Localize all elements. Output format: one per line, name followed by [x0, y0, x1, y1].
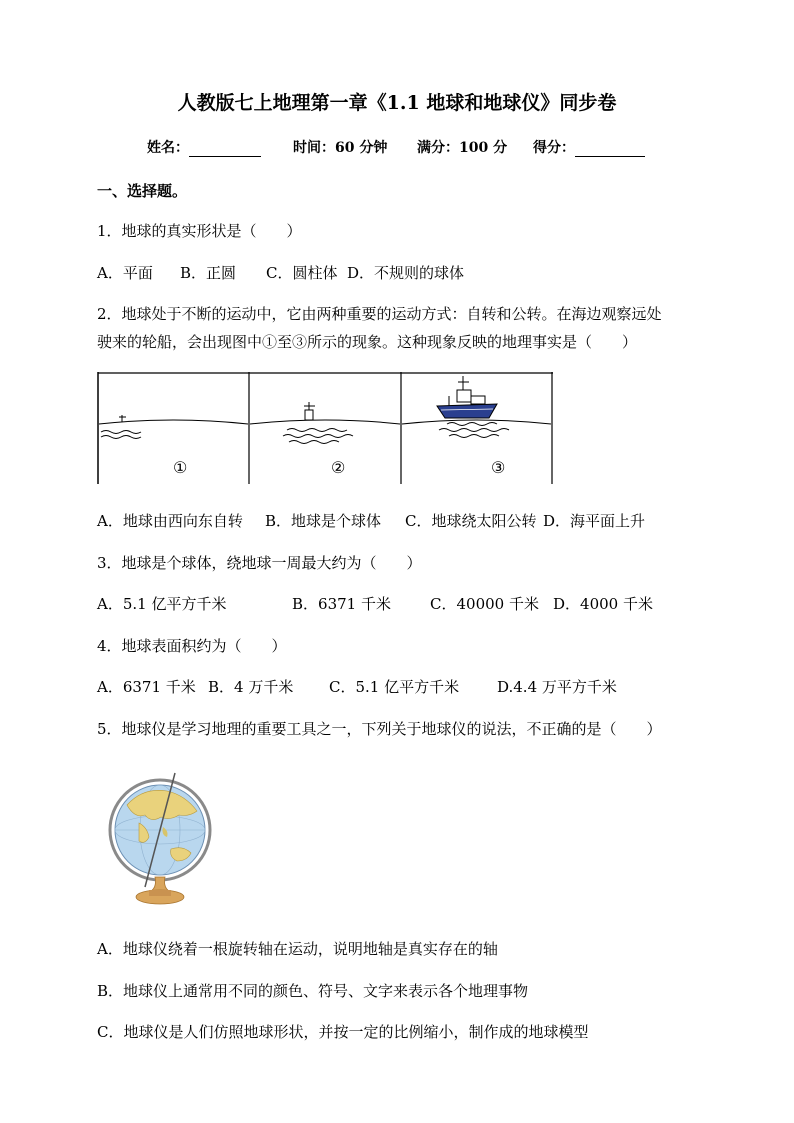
q4-stem: 4．地球表面积约为（ ） — [97, 637, 287, 655]
q1-option-b: B．正圆 — [180, 264, 237, 282]
ship-superstructure-icon — [304, 402, 315, 420]
panel-1 — [99, 415, 248, 439]
globe-image — [105, 765, 215, 910]
q5-option-c: C．地球仪是人们仿照地球形状，并按一定的比例缩小，制作成的地球模型 — [97, 1023, 589, 1041]
q2-option-a: A．地球由西向东自转 — [97, 512, 243, 530]
q1-stem: 1．地球的真实形状是（ ） — [97, 222, 302, 240]
section-title: 一、选择题。 — [97, 182, 188, 200]
page-title: 人教版七上地理第一章《1.1 地球和地球仪》同步卷 — [177, 92, 617, 114]
q2-option-d: D．海平面上升 — [543, 512, 646, 530]
ship-mast-icon — [119, 415, 126, 422]
q4-option-a: A．6371 千米 — [97, 678, 196, 696]
ship-icon — [437, 376, 497, 418]
q1-option-c: C．圆柱体 — [266, 264, 338, 282]
q5-option-b: B．地球仪上通常用不同的颜色、符号、文字来表示各个地理事物 — [97, 982, 529, 1000]
q3-option-c: C．40000 千米 — [430, 595, 539, 613]
panel-3 — [402, 376, 551, 438]
q4-option-c: C．5.1 亿平方千米 — [329, 678, 460, 696]
q1-option-a: A．平面 — [97, 264, 153, 282]
get-field — [533, 137, 645, 157]
q4-option-d: D.4.4 万平方千米 — [497, 678, 617, 696]
q3-stem: 3．地球是个球体，绕地球一周最大约为（ ） — [97, 554, 422, 572]
q2-option-c: C．地球绕太阳公转 — [405, 512, 537, 530]
q3-option-a: A．5.1 亿平方千米 — [97, 595, 227, 613]
name-blank[interactable] — [189, 142, 261, 157]
q2-stem-line1: 2．地球处于不断的运动中，它由两种重要的运动方式：自转和公转。在海边观察远处 — [97, 305, 662, 323]
name-label: 姓名： — [147, 140, 189, 156]
ship-horizon-figure — [97, 372, 553, 484]
q2-option-b: B．地球是个球体 — [265, 512, 382, 530]
q3-option-b: B．6371 千米 — [292, 595, 391, 613]
q2-stem-line2: 驶来的轮船，会出现图中①至③所示的现象。这种现象反映的地理事实是（ ） — [97, 333, 638, 351]
score-label: 满分：100 分 — [417, 140, 508, 156]
panel-2 — [250, 402, 400, 444]
q4-option-b: B．4 万千米 — [208, 678, 294, 696]
panel-label-1: ① — [173, 458, 188, 477]
q5-option-a: A．地球仪绕着一根旋转轴在运动，说明地轴是真实存在的轴 — [97, 940, 498, 958]
time-label: 时间：60 分钟 — [293, 140, 388, 156]
panel-label-3: ③ — [491, 458, 506, 477]
q1-option-d: D．不规则的球体 — [347, 264, 465, 282]
get-label: 得分： — [533, 140, 575, 156]
q3-option-d: D．4000 千米 — [553, 595, 653, 613]
name-field — [147, 137, 261, 157]
q5-stem: 5．地球仪是学习地理的重要工具之一，下列关于地球仪的说法，不正确的是（ ） — [97, 720, 662, 738]
get-blank[interactable] — [575, 142, 645, 157]
panel-label-2: ② — [331, 458, 346, 477]
